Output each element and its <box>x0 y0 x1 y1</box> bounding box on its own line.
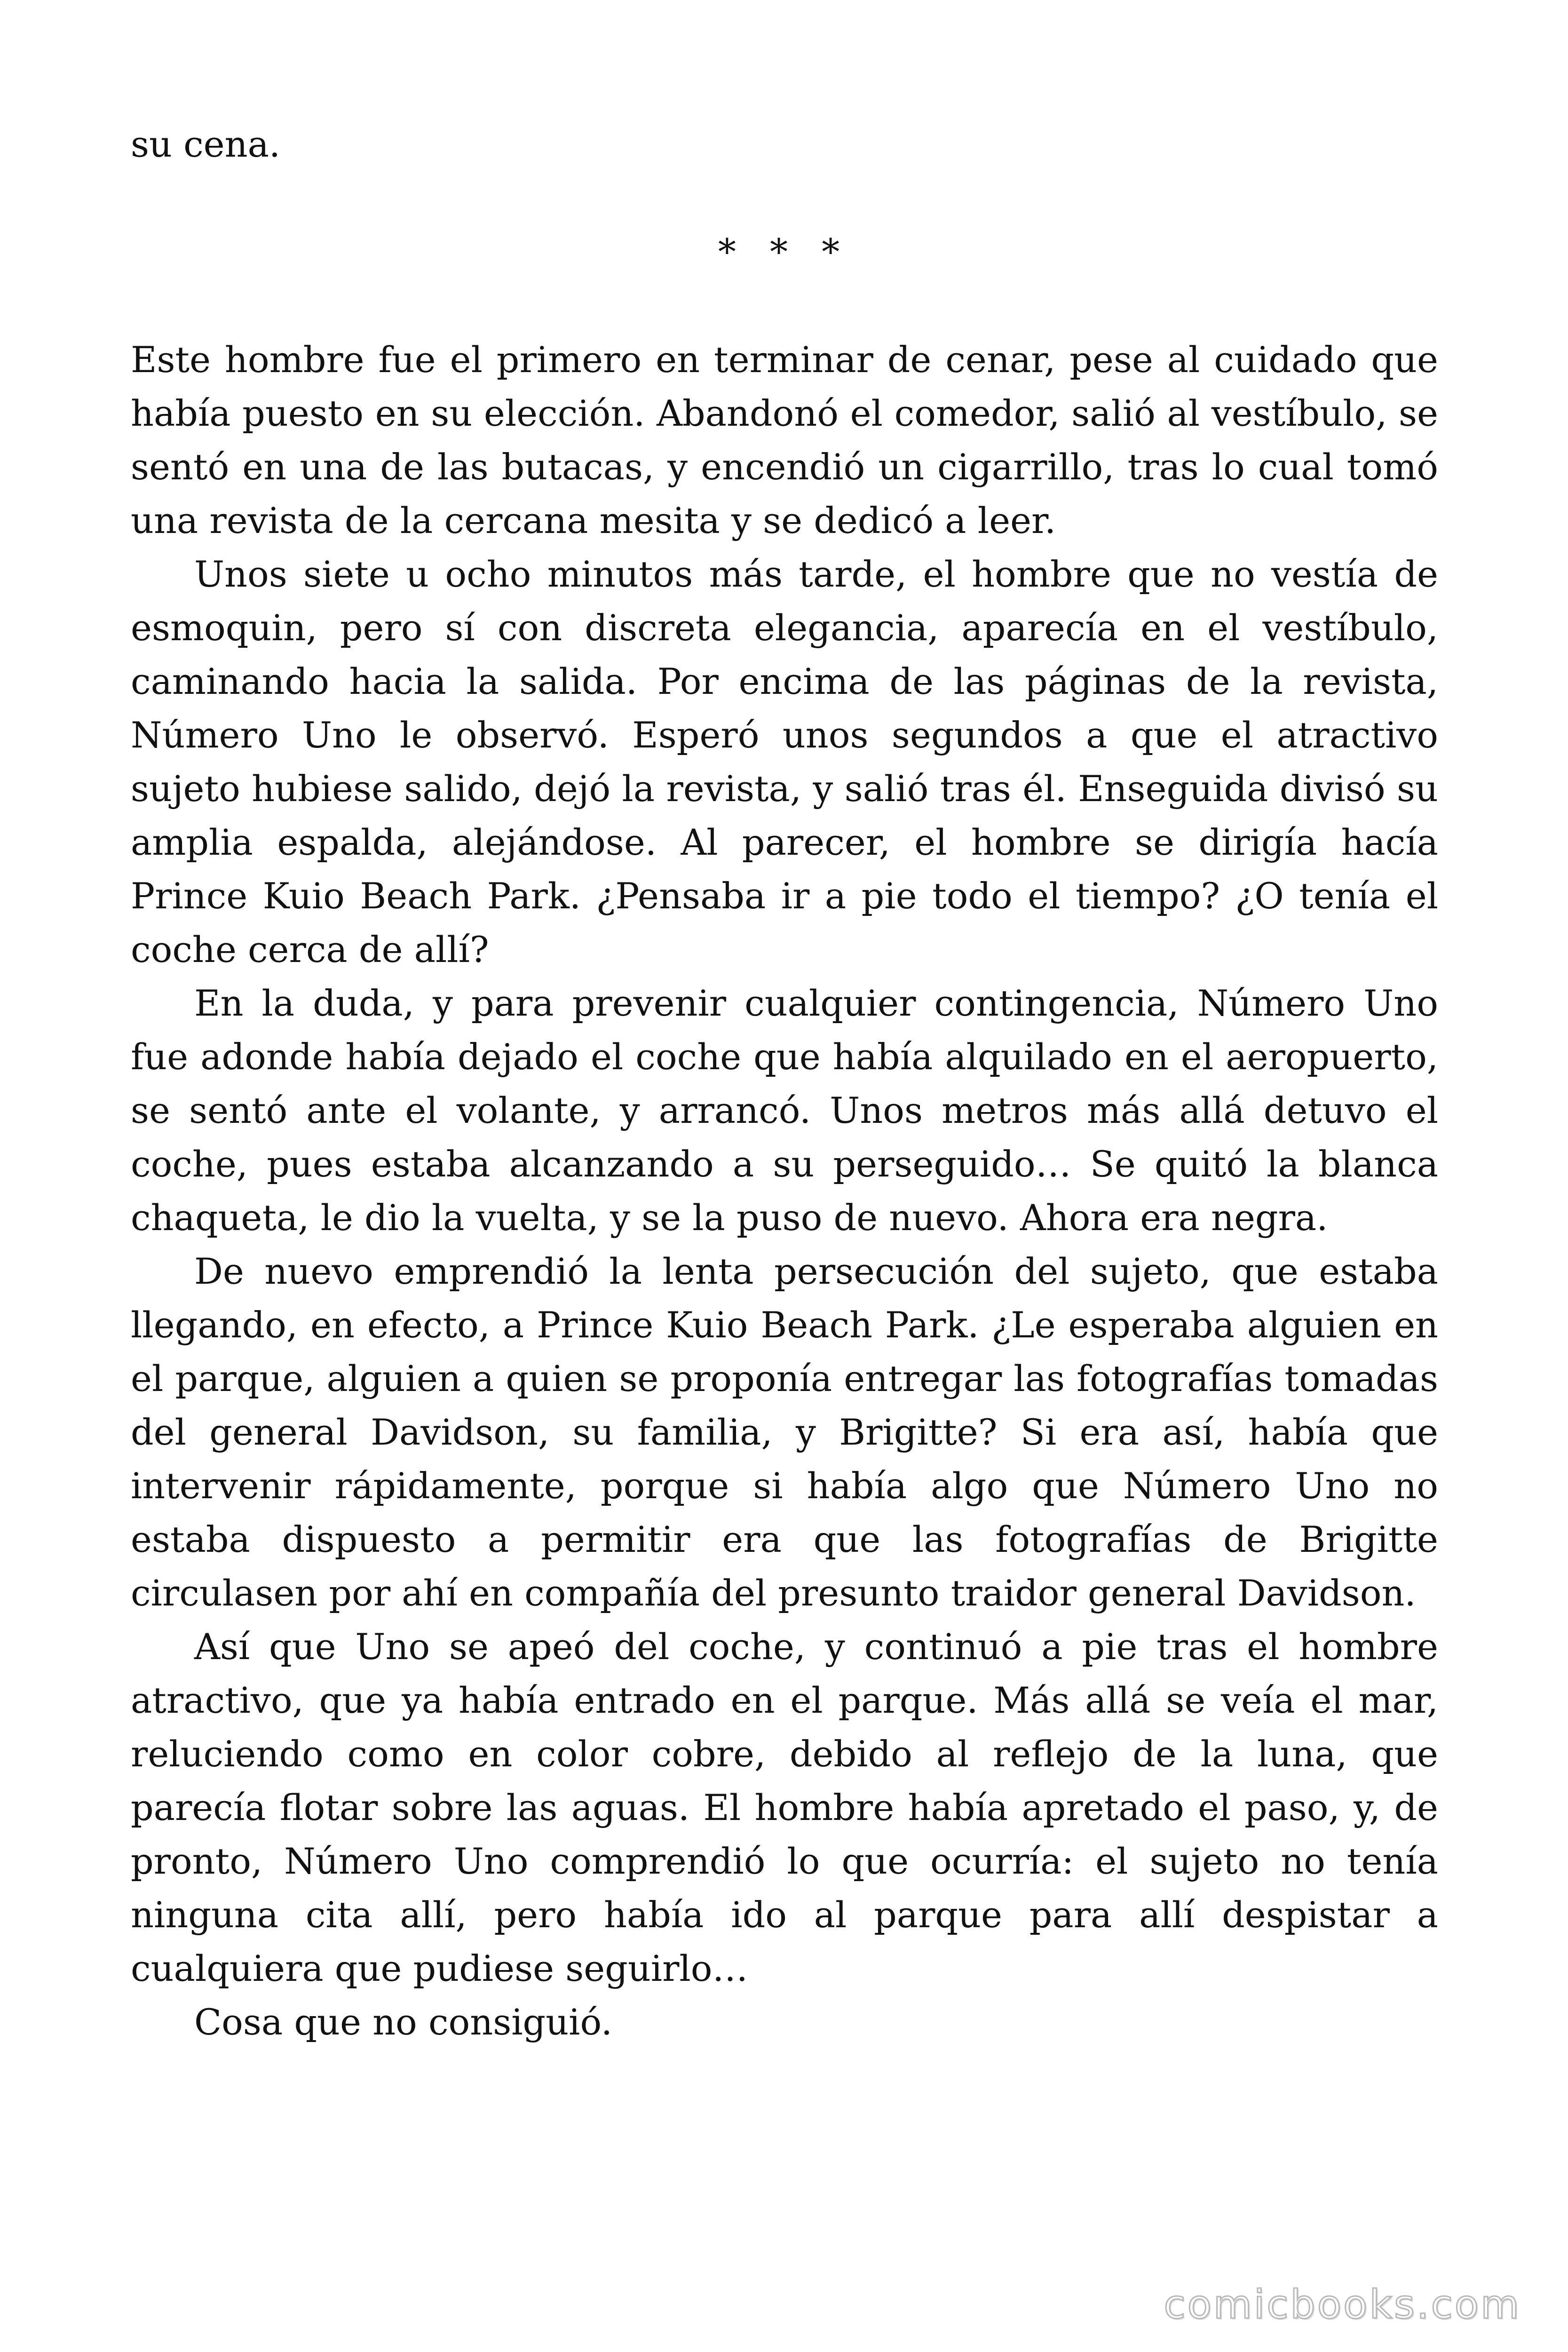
paragraph-6: Cosa que no consiguió. <box>194 2001 613 2043</box>
paragraph-3: En la duda, y para prevenir cualquier contingencia, Número Uno fue adonde había dejado el coche que había alquilado en el aeropuerto, se sentó ante el volante, y arrancó. Unos metros más allá detuvo el coche, pues estaba alcanzando a su perseguido… Se quitó la blanca chaqueta, le dio la vuelta, y se la puso de nuevo. Ahora era negra. <box>131 982 1438 1239</box>
watermark: comicbooks.com <box>1164 2281 1521 2328</box>
paragraph-5: Así que Uno se apeó del coche, y continuó a pie tras el hombre atractivo, que ya había entrado en el parque. Más allá se veía el mar, reluciendo como en color cobre, debido al reflejo de la luna, que parecía flotar sobre las aguas. El hombre había apretado el paso, y, de pronto, Número Uno comprendió lo que ocurría: el sujeto no tenía ninguna cita allí, pero había ido al parque para allí despistar a cualquiera que pudiese seguirlo… <box>131 1626 1438 1989</box>
scene-separator: * * * <box>718 231 851 273</box>
paragraph-2: Unos siete u ocho minutos más tarde, el hombre que no vestía de esmoquin, pero sí con discreta elegancia, aparecía en el vestíbulo, caminando hacia la salida. Por encima de las páginas de la revista, Número Uno le observó. Esperó unos segundos a que el atractivo sujeto hubiese salido, dejó la revista, y salió tras él. Enseguida divisó su amplia espalda, alejándose. Al parecer, el hombre se dirigía hacía Prince Kuio Beach Park. ¿Pensaba ir a pie todo el tiempo? ¿O tenía el coche cerca de allí? <box>131 553 1438 970</box>
paragraph-1: Este hombre fue el primero en terminar de cenar, pese al cuidado que había puesto en su elección. Abandonó el comedor, salió al vestíbulo, se sentó en una de las butacas, y encendió un cigarrillo, tras lo cual tomó una revista de la cercana mesita y se dedicó a leer. <box>131 339 1438 541</box>
opening-line: su cena. <box>131 123 281 165</box>
paragraph-4: De nuevo emprendió la lenta persecución del sujeto, que estaba llegando, en efecto, a Prince Kuio Beach Park. ¿Le esperaba alguien en el parque, alguien a quien se proponía entregar las fotografías tomadas del general Davidson, su familia, y Brigitte? Si era así, había que intervenir rápidamente, porque si había algo que Número Uno no estaba dispuesto a permitir era que las fotografías de Brigitte circulasen por ahí en compañía del presunto traidor general Davidson. <box>131 1250 1438 1614</box>
page-body <box>131 118 1438 2049</box>
